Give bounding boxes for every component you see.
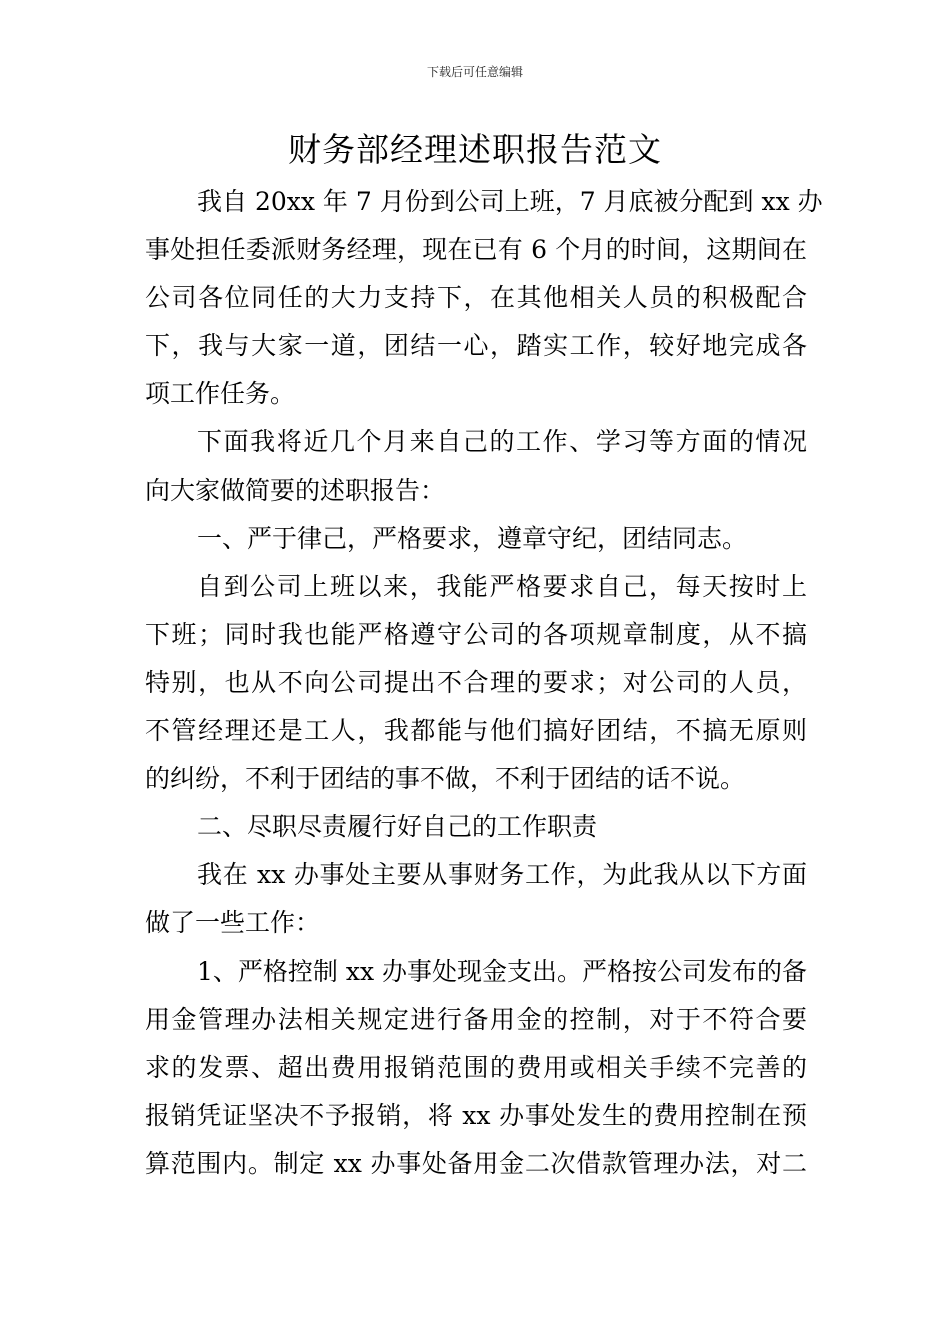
text-line: 我自 20xx 年 7 月份到公司上班，7 月底被分配到 xx 办 xyxy=(197,187,823,216)
body-text xyxy=(145,178,823,1188)
text-line: 算范围内。制定 xx 办事处备用金二次借款管理办法，对二 xyxy=(145,1148,807,1178)
text-line: 自到公司上班以来，我能严格要求自己，每天按时上 xyxy=(197,571,807,601)
text-line: 的纠纷，不利于团结的事不做，不利于团结的话不说。 xyxy=(145,764,746,794)
text-line: 做了一些工作： xyxy=(145,908,321,938)
text-line: 特别，也从不向公司提出不合理的要求；对公司的人员， xyxy=(145,667,807,697)
text-line: 报销凭证坚决不予报销，将 xx 办事处发生的费用控制在预 xyxy=(145,1100,807,1130)
page-title: 财务部经理述职报告范文 xyxy=(288,130,662,169)
text-line: 下，我与大家一道，团结一心，踏实工作，较好地完成各 xyxy=(145,331,807,361)
text-line: 向大家做简要的述职报告： xyxy=(145,475,446,505)
text-line: 用金管理办法相关规定进行备用金的控制，对于不符合要 xyxy=(145,1004,807,1034)
text-line: 求的发票、超出费用报销范围的费用或相关手续不完善的 xyxy=(145,1052,807,1082)
section-heading: 二、尽职尽责履行好自己的工作职责 xyxy=(197,812,598,842)
text-line: 下班；同时我也能严格遵守公司的各项规章制度，从不搞 xyxy=(145,619,807,649)
text-line: 事处担任委派财务经理，现在已有 6 个月的时间，这期间在 xyxy=(145,235,807,265)
header-note: 下载后可任意编辑 xyxy=(426,65,523,79)
text-line: 1、严格控制 xx 办事处现金支出。严格按公司发布的备 xyxy=(197,956,807,986)
text-line: 项工作任务。 xyxy=(145,379,296,409)
text-line: 下面我将近几个月来自己的工作、学习等方面的情况 xyxy=(197,427,807,457)
section-heading: 一、严于律己，严格要求，遵章守纪，团结同志。 xyxy=(197,523,748,553)
text-line: 公司各位同任的大力支持下，在其他相关人员的积极配合 xyxy=(145,283,807,313)
text-line: 我在 xx 办事处主要从事财务工作，为此我从以下方面 xyxy=(197,860,807,890)
text-line: 不管经理还是工人，我都能与他们搞好团结，不搞无原则 xyxy=(145,716,807,746)
